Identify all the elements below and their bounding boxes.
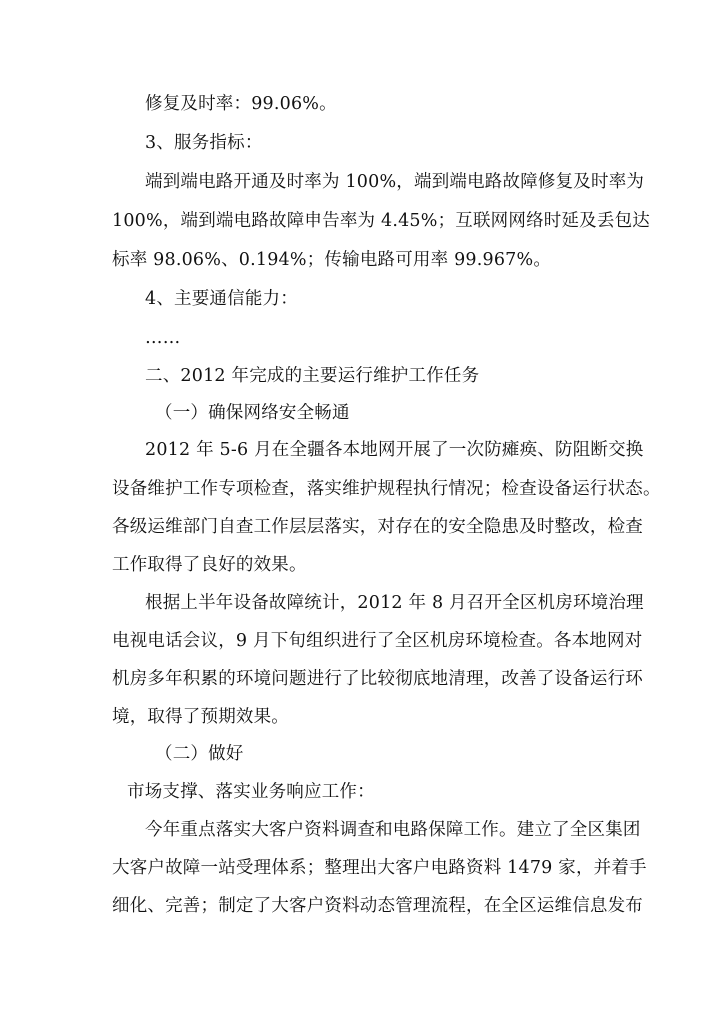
paragraph-line: 标率 98.06%、0.194%；传输电路可用率 99.967%。 — [112, 250, 552, 270]
ellipsis-line: …… — [145, 328, 181, 348]
heading-service-indicators: 3、服务指标： — [145, 133, 263, 153]
heading-communication-capability: 4、主要通信能力： — [145, 289, 298, 309]
paragraph-line: 设备维护工作专项检查，落实维护规程执行情况；检查设备运行状态。 — [112, 479, 661, 499]
paragraph-line: 端到端电路开通及时率为 100%，端到端电路故障修复及时率为 — [145, 172, 645, 192]
paragraph-line: 100%，端到端电路故障申告率为 4.45%；互联网网络时延及丢包达 — [112, 211, 650, 231]
paragraph-line: 今年重点落实大客户资料调查和电路保障工作。建立了全区集团 — [145, 820, 641, 840]
paragraph-line: 工作取得了良好的效果。 — [112, 555, 307, 575]
paragraph-line: 细化、完善；制定了大客户资料动态管理流程，在全区运维信息发布 — [112, 896, 643, 916]
paragraph-line: 大客户故障一站受理体系；整理出大客户电路资料 1479 家，并着手 — [112, 858, 647, 878]
paragraph-line: 2012 年 5-6 月在全疆各本地网开展了一次防瘫痪、防阻断交换 — [145, 440, 644, 460]
section-heading-2012-tasks: 二、2012 年完成的主要运行维护工作任务 — [145, 366, 480, 386]
paragraph-line: 机房多年积累的环境问题进行了比较彻底地清理，改善了设备运行环 — [112, 669, 643, 689]
paragraph-line: 各级运维部门自查工作层层落实，对存在的安全隐患及时整改，检查 — [112, 517, 643, 537]
subsection-heading-network-security: （一）确保网络安全畅通 — [155, 403, 350, 423]
paragraph-line: 境，取得了预期效果。 — [112, 707, 289, 727]
text-line-repair-rate: 修复及时率：99.06%。 — [145, 94, 337, 114]
paragraph-line: 根据上半年设备故障统计，2012 年 8 月召开全区机房环境治理 — [145, 593, 644, 613]
paragraph-line: 电视电话会议，9 月下旬组织进行了全区机房环境检查。各本地网对 — [112, 631, 643, 651]
subsection-heading-market-support: 市场支撑、落实业务响应工作： — [127, 782, 375, 802]
subsection-heading-do-well: （二）做好 — [155, 744, 244, 764]
